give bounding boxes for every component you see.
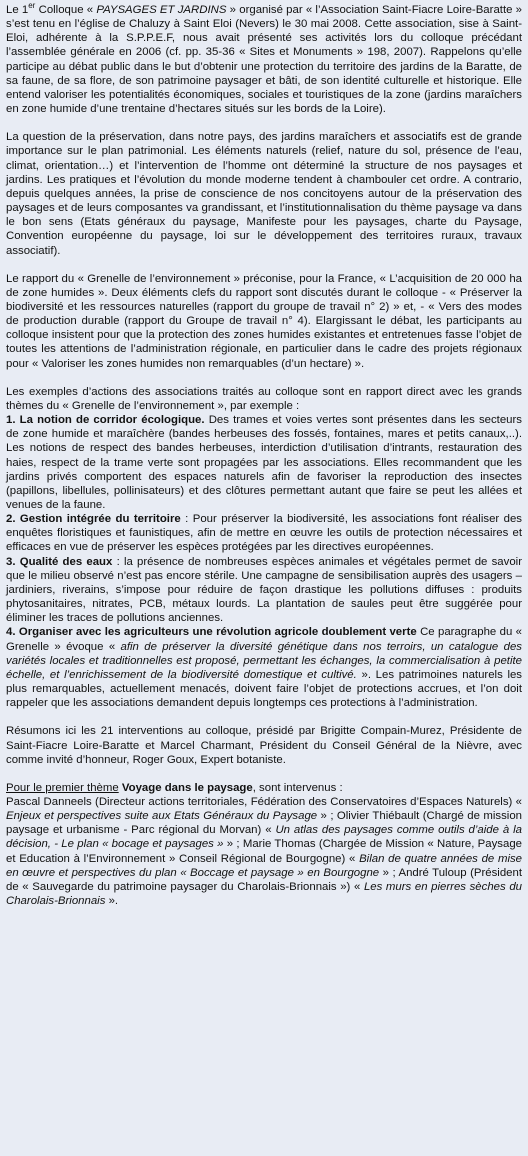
text-run: , sont intervenus : bbox=[252, 781, 343, 794]
paragraph-grenelle-report: Le rapport du « Grenelle de l’environnement » préconise, pour la France, « L’acquisition de 20 000 ha de zone humides ». Deux éléments clefs du rapport sont discutés durant le colloque - « Préserver la biodiversité et les ressources naturelles (rapport du groupe de travail n° 2) » et, - « Vers des modes de production durable (rapport du Groupe de travail n° 4). Elargissant le débat, les participants au colloque insistent pour que la protection des zones humides existantes et entretenues fasse l’objet de toutes les attentions de l’administration régionale, en particulier dans le cadre des projets régionaux pour « Valoriser les zones humides non remarquables (d’un hectare) ». bbox=[6, 272, 522, 370]
talk-title: Les murs en pierres sèches du Charolais-Brionnais bbox=[6, 880, 522, 908]
speaker-text: » ; Marie Thomas (Chargée de Mission « Nature, Paysage et Education à l’Environnement » Conseil Régional de Bourgogne) « bbox=[6, 838, 522, 865]
text-run: » organisé par « l’Association Saint-Fiacre Loire-Baratte » s’est tenu en l’église de Chaluzy à Saint Eloi (Nevers) le 30 mai 2008. Cette association, sise à Saint-Eloi, adhérente à la S.P.P.E.F, nous avait présenté ses activités lors du colloque précédant l’assemblée générale en 2006 (cf. pp. 35-36 « Sites et Monuments » 198, 2007). Rappelons qu’elle participe au débat public dans le but d’obtenir une protection du territoire des jardins de la Baratte, de sa faune, de sa flore, de son patrimoine paysager et bâti, de son identité culturelle et historique. Elle entend valoriser les potentialités économiques, sociales et touristiques de la zone (jardins maraîchers en zone humide d’une trentaine d’hectares situés sur les bords de la Loire). bbox=[6, 4, 523, 116]
paragraph-summary: Résumons ici les 21 interventions au colloque, présidé par Brigitte Compain-Murez, Présidente de Saint-Fiacre Loire-Baratte et Marcel Charmant, Président du Conseil Général de la Nièvre, avec comme invité d’honneur, Roger Goux, Expert botaniste. bbox=[6, 725, 522, 766]
example-4-text-end: ». Les patrimoines naturels les plus remarquables, actuellement menacés, doivent faire l’objet de protections accrues, et l’on doit rappeler que les associations demandent depuis longtemps ces protections à l’administration. bbox=[6, 668, 523, 710]
text-run: Le 1 bbox=[6, 4, 29, 16]
talk-title: Un atlas des paysages comme outils d’aide à la décision, - Le plan « bocage et paysages » bbox=[6, 824, 522, 851]
text-run: ». bbox=[105, 895, 119, 908]
example-3-title: 3. Qualité des eaux bbox=[6, 555, 113, 568]
example-1-title: 1. La notion de corridor écologique. bbox=[6, 414, 205, 427]
paragraph-first-theme bbox=[6, 781, 522, 908]
example-1-text: Des trames et voies vertes sont présentes dans les secteurs de zone humide et maraîchère (bandes herbeuses des fossés, fontaines, mares et petits canaux,..). Les notions de respect des bandes herbeuses, interdiction d’utilisation d’intrants, restauration des haies, respect de la trame verte sont propagées par les associations. Elles recommandent que les jardins privés comportent des espaces naturels afin de favoriser la reproduction des insectes (papillons, libellules, pollinisateurs) et des clôtures permettant autant que faire se peut les allées et venues de la faune. bbox=[6, 414, 522, 511]
theme-title: Voyage dans le paysage bbox=[121, 781, 253, 794]
paragraph-preservation: La question de la préservation, dans notre pays, des jardins maraîchers et associatifs est de grande importance sur le plan patrimonial. Les éléments naturels (relief, nature du sol, présence de l’eau, climat, orientation…) et l’intervention de l’homme ont déterminé la structure de nos paysages et jardins. Les pratiques et l’évolution du monde moderne tendent à chambouler cet ordre. A contrario, depuis quelques années, la prise de conscience de nos concitoyens autour de la préservation des paysages et de leurs composantes va grandissant, et l’institutionnalisation du thème paysage va dans le bon sens (Etats généraux du paysage, Manifeste pour les paysages, charte du Paysage, Convention européenne du paysage, loi sur le développement des territoires ruraux, travaux associatif). bbox=[6, 131, 522, 257]
paragraph-examples bbox=[6, 385, 522, 711]
speaker-text: Pascal Danneels (Directeur actions territoriales, Fédération des Conservatoires d’Espaces Naturels) « bbox=[6, 795, 522, 808]
examples-intro: Les exemples d’actions des associations traités au colloque sont en rapport direct avec les grands thèmes du « Grenelle de l’environnement », par exemple : bbox=[6, 385, 522, 412]
example-4-text: Ce paragraphe du « Grenelle » évoque « bbox=[6, 626, 522, 653]
example-4-quote: afin de préserver la diversité génétique dans nos terroirs, un catalogue des variétés locales et traditionnelles est proposé, permettant les échanges, la commercialisation à petite échelle, et l’enrichissement de la biodiversité domestique et cultivé. bbox=[6, 640, 522, 681]
example-3-text: : la présence de nombreuses espèces animales et végétales permet de savoir que le milieu observé n’est pas encore stérile. Une campagne de sensibilisation auprès des usagers – jardiniers, riverains, s’impose pour réduire de façon drastique les pollutions diffuses : produits phytosanitaires, nitrates, PCB, métaux lourds. La plantation de saules peut être suggérée pour éliminer les traces de pollutions anciennes. bbox=[6, 555, 522, 625]
theme-lead: Pour le premier thème bbox=[6, 781, 119, 794]
colloquium-title: PAYSAGES ET JARDINS bbox=[96, 4, 227, 16]
talk-title: Bilan de quatre années de mise en œuvre et perspectives du plan « Boccage et paysage » en Bourgogne bbox=[6, 852, 523, 879]
example-2-text: : Pour préserver la biodiversité, les associations font réaliser des enquêtes floristiques et faunistiques, afin de mettre en œuvre les outils de protection nécessaires et efficaces en vue de préserver les espèces protégées par les directives européennes. bbox=[6, 513, 522, 554]
paragraph-intro bbox=[6, 3, 522, 116]
speaker-text: » ; André Tuloup (Président de « Sauvegarde du patrimoine paysager du Charolais-Brionnais ») « bbox=[6, 866, 522, 893]
ordinal-superscript: er bbox=[28, 1, 36, 11]
speaker-text: » ; Olivier Thiébault (Chargé de mission paysage et urbanisme - Parc régional du Morvan) « bbox=[6, 810, 522, 837]
example-2-title: 2. Gestion intégrée du territoire bbox=[6, 513, 181, 526]
talk-title: Enjeux et perspectives suite aux Etats Généraux du Paysage bbox=[6, 810, 318, 823]
text-run: Colloque « bbox=[35, 4, 97, 16]
example-4-title: 4. Organiser avec les agriculteurs une révolution agricole doublement verte bbox=[6, 626, 417, 639]
